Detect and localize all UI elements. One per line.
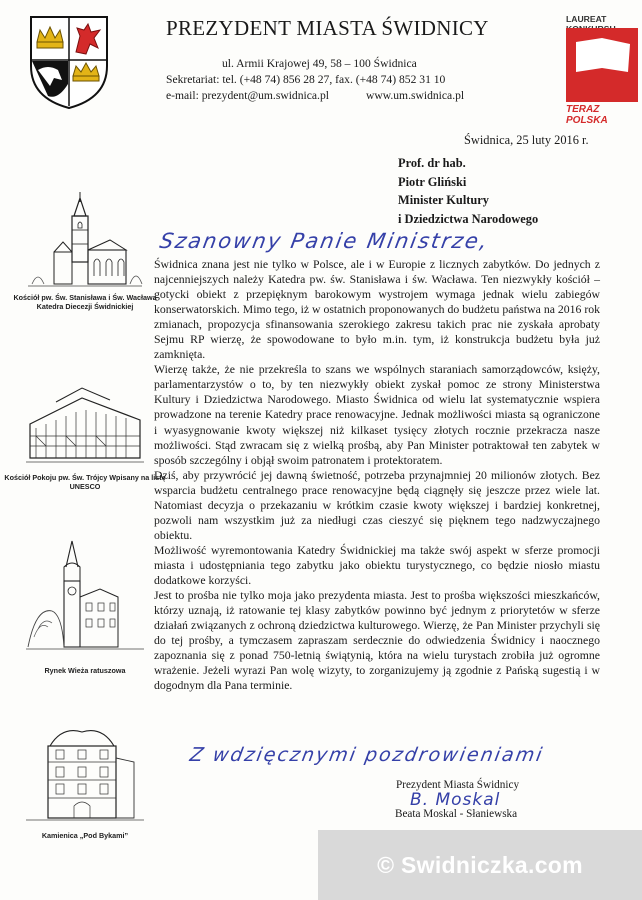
signature-name: Beata Moskal - Słaniewska	[395, 808, 518, 820]
church-of-peace-sketch	[22, 384, 148, 468]
handwritten-salutation: Szanowny Panie Ministrze,	[157, 229, 491, 253]
city-coat-of-arms	[28, 14, 110, 110]
pod-bykami-tenement-sketch	[22, 718, 148, 826]
letterhead-phones: Sekretariat: tel. (+48 74) 856 28 27, fax. (+48 74) 852 31 10	[166, 73, 446, 86]
body-paragraph: Wierzę także, że nie przekreśla to szans we wspólnych staraniach samorządowców, księży, parlamentarzystów o to, by ten niezwykły obiekt zyskał pomoc ze strony Ministerstwa Kultury i Dziedzictwa Narodowego. Miasto Świdnica od wielu lat systematycznie wspiera prowadzone na terenie Katedry prace renowacyjne. Jednak możliwości miasta są ograniczone i wyasygnowanie kwoty większej niż kilkaset tysięcy złotych rocznie przekracza nasze możliwości. Stąd zwracam się z wielką prośbą, aby Pan Minister potraktował ten zabytek w sposób szczególny i objął swoim patronatem i protektoratem.	[154, 363, 600, 467]
letter-date: Świdnica, 25 luty 2016 r.	[464, 133, 589, 147]
watermark-text: © Swidniczka.com	[377, 851, 583, 878]
body-paragraph: Jest to prośba nie tylko moja jako prezydenta miasta. Jest to prośba większości mieszkańców, którzy uznają, iż ratowanie tej klasy zabytków powinno być jednym z priorytetów w sferze działań związanych z ochroną dziedzictwa kulturowego. Wierzę, że Pan Minister przychyli się do tej prośby, a tymczasem zapraszam serdecznie do odwiedzenia Świdnicy i naocznego zapoznania się z ponad 750-letnią świątynią, która na wielu turystach zrobiła już ogromne wrażenie. Jeżeli wyrazi Pan wolę wizyty, to zorganizujemy ją zgodnie z Pańską sugestią i w dogodnym dla Pana terminie.	[154, 589, 600, 693]
letterhead-website: www.um.swidnica.pl	[366, 89, 465, 102]
addressee-line: i Dziedzictwa Narodowego	[398, 212, 539, 226]
site-watermark	[318, 830, 642, 900]
cathedral-sketch	[22, 190, 148, 292]
sidebar-caption: Kościół Pokoju pw. Św. Trójcy Wpisany na listę UNESCO	[4, 473, 166, 491]
letterhead-title: PREZYDENT MIASTA ŚWIDNICY	[166, 16, 489, 40]
letter-body	[154, 257, 600, 693]
handwritten-closing: Z wdzięcznymi pozdrowieniami	[188, 744, 546, 766]
award-label: LAUREAT	[566, 14, 607, 24]
addressee-line: Prof. dr hab.	[398, 156, 466, 170]
town-hall-tower-sketch	[22, 537, 148, 655]
letterhead-email: e-mail: prezydent@um.swidnica.pl	[166, 89, 329, 102]
sidebar-caption: Rynek Wieża ratuszowa	[44, 666, 126, 675]
body-paragraph: Świdnica znana jest nie tylko w Polsce, ale i w Europie z licznych zabytków. Do jednych z najcenniejszych należy Katedra pw. św. Stanisława i św. Wacława. Ten niezwykły kościół – gotycki obiekt z przepięknym barokowym wystrojem wymaga jednak wielu zabiegów konserwatorskich. Mimo tego, iż w ostatnich proponowanych do budżetu państwa na 2016 rok zmianach, propozycja sfinansowania szerokiego zakresu takich prac nie zyskała aprobaty Sejmu RP wierzę, że spowodowane to było m.in. tym, iż konstrukcja budżetu była już zamknięta.	[154, 258, 600, 362]
addressee-line: Piotr Gliński	[398, 175, 467, 189]
sidebar-caption: Kościół pw. Św. Stanisława i Św. Wacława Katedra Diecezji Świdnickiej	[13, 293, 157, 311]
signature-title: Prezydent Miasta Świdnicy	[396, 779, 520, 791]
award-brand: TERAZ POLSKA	[566, 104, 608, 126]
sidebar-caption: Kamienica „Pod Bykami”	[41, 831, 129, 840]
addressee-line: Minister Kultury	[398, 193, 489, 207]
body-paragraph: Dziś, aby przywrócić jej dawną świetność, potrzeba przynajmniej 20 milionów złotych. Bez wsparcia budżetu centralnego prace renowacyjne będą ciągnęły się jeszcze przez wiele lat. Natomiast decyzja o przekazaniu w krótkim czasie kwoty większej i bardziej konkretnej, pozwoli nam wszystkim już za niedługi czas cieszyć się pięknem tego nadzwyczajnego obiektu.	[154, 468, 600, 542]
letterhead-address: ul. Armii Krajowej 49, 58 – 100 Świdnica	[222, 57, 417, 70]
handwritten-signature: B. Moskal	[410, 790, 501, 810]
body-paragraph: Możliwość wyremontowania Katedry Świdnickiej ma także swój aspekt w sferze promocji miasta i udostępniania tego zabytku jako obiektu turystycznego, co będzie niosło miastu dodatkowe korzyści.	[154, 543, 600, 587]
